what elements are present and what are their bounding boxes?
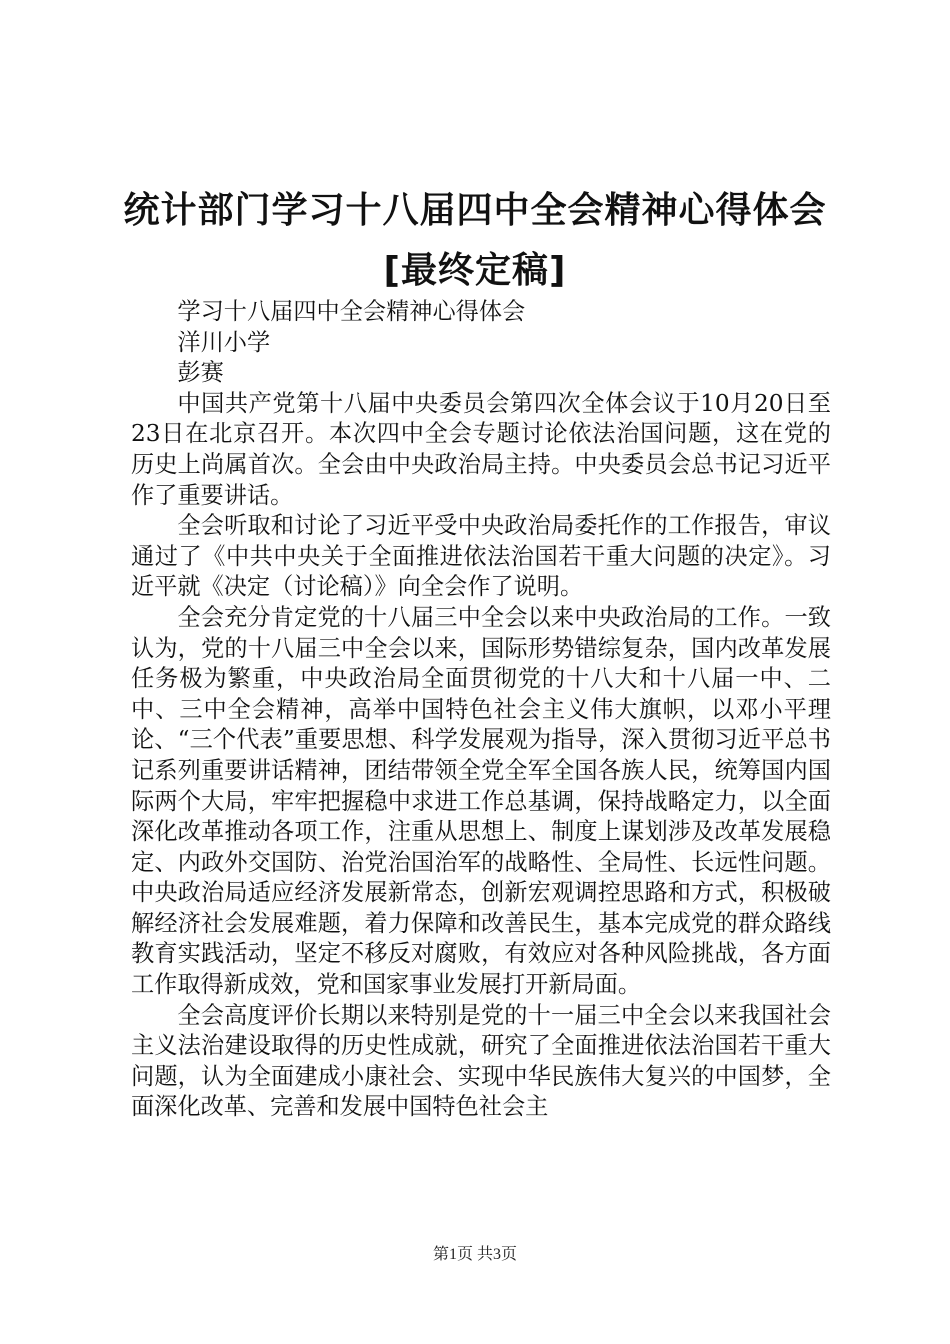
body-paragraph: 全会听取和讨论了习近平受中央政治局委托作的工作报告，审议通过了《中共中央关于全面推进依法治国若干重大问题的决定》。习近平就《决定（讨论稿）》向全会作了说明。 xyxy=(131,512,831,601)
subtitle-line: 学习十八届四中全会精神心得体会 xyxy=(177,298,526,325)
page-number-footer: 第1页 共3页 xyxy=(432,1246,517,1263)
title-suffix-line: [最终定稿] xyxy=(383,250,567,291)
body-paragraph: 全会高度评价长期以来特别是党的十一届三中全会以来我国社会主义法治建设取得的历史性成就，研究了全面推进依法治国若干重大问题，认为全面建成小康社会、实现中华民族伟大复兴的中国梦，全面深化改革、完善和发展中国特色社会主 xyxy=(131,1001,831,1121)
document-body xyxy=(131,297,831,1123)
document-title xyxy=(0,184,950,298)
author-name-line: 彭赛 xyxy=(177,359,224,387)
author-school-line: 洋川小学 xyxy=(177,328,271,356)
body-paragraph: 中国共产党第十八届中央委员会第四次全体会议于10月20日至23日在北京召开。本次四中全会专题讨论依法治国问题，这在党的历史上尚属首次。全会由中央政治局主持。中央委员会总书记习近平作了重要讲话。 xyxy=(131,389,831,509)
title-main-line: 统计部门学习十八届四中全会精神心得体会 xyxy=(123,190,827,231)
body-paragraph: 全会充分肯定党的十八届三中全会以来中央政治局的工作。一致认为，党的十八届三中全会以来，国际形势错综复杂，国内改革发展任务极为繁重，中央政治局全面贯彻党的十八大和十八届一中、二中、三中全会精神，高举中国特色社会主义伟大旗帜，以邓小平理论、“三个代表”重要思想、科学发展观为指导，深入贯彻习近平总书记系列重要讲话精神，团结带领全党全军全国各族人民，统筹国内国际两个大局，牢牢把握稳中求进工作总基调，保持战略定力，以全面深化改革推动各项工作，注重从思想上、制度上谋划涉及改革发展稳定、内政外交国防、治党治国治军的战略性、全局性、长远性问题。中央政治局适应经济发展新常态，创新宏观调控思路和方式，积极破解经济社会发展难题，着力保障和改善民生，基本完成党的群众路线教育实践活动，坚定不移反对腐败，有效应对各种风险挑战，各方面工作取得新成效，党和国家事业发展打开新局面。 xyxy=(131,603,831,999)
